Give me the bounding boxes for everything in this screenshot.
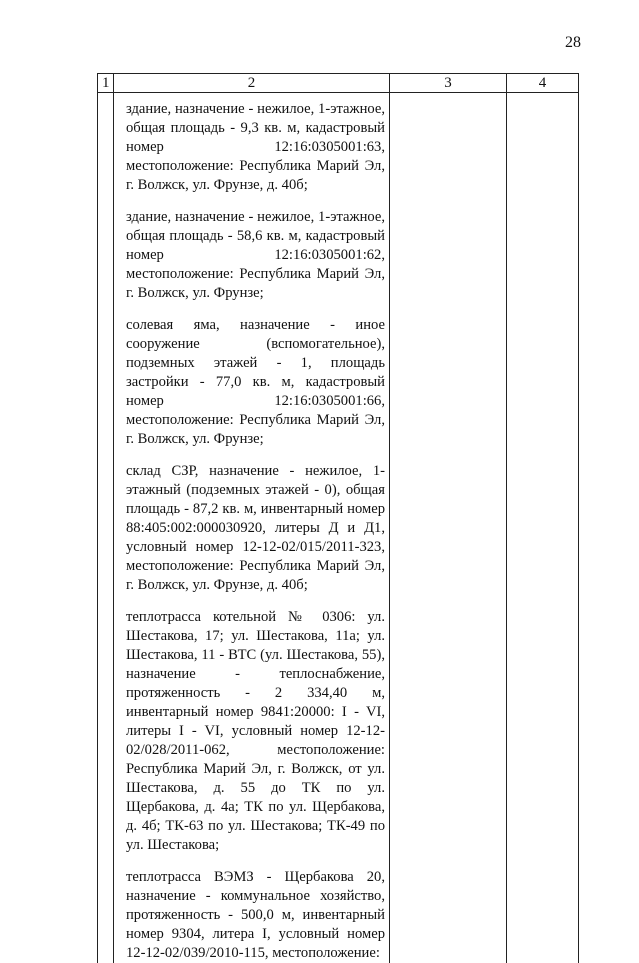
property-entry: солевая яма, назначение - иное сооружение (вспомогательное), подземных этажей - 1, площадь застройки - 77,0 кв. м, кадастровый номер 12:16:0305001:66, местоположение: Республика Марий Эл, г. Волжск, ул. Фрунзе; bbox=[126, 316, 385, 449]
column-header-2: 2 bbox=[114, 74, 390, 93]
property-entry: здание, назначение - нежилое, 1-этажное, общая площадь - 9,3 кв. м, кадастровый номер 12:16:0305001:63, местоположение: Республика Марий Эл, г. Волжск, ул. Фрунзе, д. 40б; bbox=[126, 100, 385, 195]
property-entry: склад СЗР, назначение - нежилое, 1-этажный (подземных этажей - 0), общая площадь - 87,2 кв. м, инвентарный номер 88:405:002:000030920, литеры Д и Д1, условный номер 12-12-02/015/2011-323, местоположение: Республика Марий Эл, г. Волжск, ул. Фрунзе, д. 40б; bbox=[126, 462, 385, 595]
column-1-cell bbox=[98, 93, 114, 963]
page-number: 28 bbox=[565, 34, 581, 52]
column-4-cell bbox=[507, 93, 579, 963]
column-header-1: 1 bbox=[98, 74, 114, 93]
header-row bbox=[98, 74, 579, 93]
column-header-3: 3 bbox=[390, 74, 507, 93]
property-entry: теплотрасса котельной № 0306: ул. Шестакова, 17; ул. Шестакова, 11а; ул. Шестакова, 11 - ВТС (ул. Шестакова, 55), назначение - теплоснабжение, протяженность - 2 334,40 м, инвентарный номер 9841:20000: I - VI, литеры I - VI, условный номер 12-12-02/028/2011-062, местоположение: Республика Марий Эл, г. Волжск, от ул. Шестакова, д. 55 до ТК по ул. Щербакова, д. 4а; ТК по ул. Щербакова, д. 4б; ТК-63 по ул. Шестакова; ТК-49 по ул. Шестакова; bbox=[126, 608, 385, 855]
property-table bbox=[97, 73, 579, 963]
column-2-cell bbox=[114, 93, 390, 963]
column-3-cell bbox=[390, 93, 507, 963]
property-entry: здание, назначение - нежилое, 1-этажное, общая площадь - 58,6 кв. м, кадастровый номер 12:16:0305001:62, местоположение: Республика Марий Эл, г. Волжск, ул. Фрунзе; bbox=[126, 208, 385, 303]
column-header-4: 4 bbox=[507, 74, 579, 93]
property-list bbox=[114, 93, 389, 963]
table-row bbox=[98, 93, 579, 963]
property-entry: теплотрасса ВЭМЗ - Щербакова 20, назначение - коммунальное хозяйство, протяженность - 500,0 м, инвентарный номер 9304, литера I, условный номер 12-12-02/039/2010-115, местоположение: bbox=[126, 868, 385, 963]
